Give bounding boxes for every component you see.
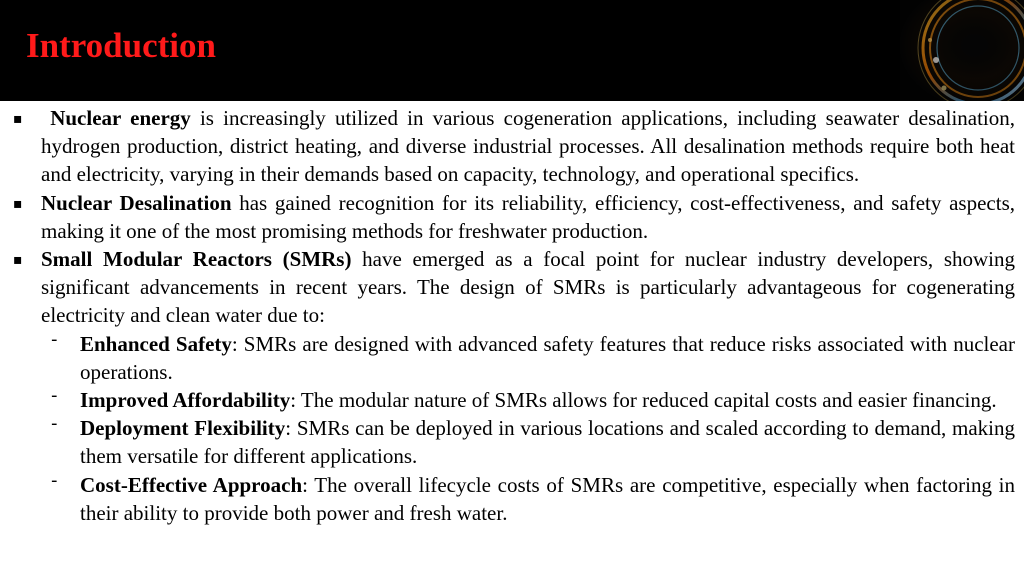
bullet-heading: Nuclear Desalination — [41, 190, 232, 215]
bullet-heading: Nuclear energy — [50, 106, 191, 130]
slide-header — [0, 0, 1024, 101]
dash-bullet-icon: - — [51, 328, 58, 350]
bullet-item — [0, 189, 1024, 245]
sub-bullet-item — [0, 414, 1024, 470]
sub-bullet-heading: Deployment Flexibility — [80, 416, 286, 441]
sub-bullet-text: : The modular nature of SMRs allows for reduced capital costs and easier financing. — [290, 388, 997, 413]
dash-bullet-icon: - — [51, 413, 58, 435]
bullet-text: have emerged as a focal point for nuclear industry developers, showing significant advancements in recent years. The design of SMRs is particularly advantageous for cogenerating electricity and clean water due to: — [41, 247, 1015, 328]
sub-bullet-text: : The overall lifecycle costs of SMRs are competitive, especially when factoring in their ability to provide both power and fresh water. — [80, 472, 1016, 525]
slide-title: Introduction — [26, 26, 216, 65]
square-bullet-icon: ▪ — [13, 195, 23, 212]
sub-bullet-heading: Cost-Effective Approach — [80, 472, 303, 497]
sub-bullet-item — [0, 386, 1024, 414]
sub-bullet-text: : SMRs can be deployed in various locations and scaled according to demand, making them versatile for different applications. — [80, 416, 1015, 469]
bullet-item — [0, 245, 1024, 330]
bullet-text: is increasingly utilized in various cogeneration applications, including seawater desalination, hydrogen production, district heating, and diverse industrial processes. All desalination methods require both heat and electricity, varying in their demands based on capacity, technology, and operational specifics. — [41, 106, 1016, 187]
bullet-item — [0, 104, 1024, 189]
dash-bullet-icon: - — [51, 385, 58, 407]
square-bullet-icon: ▪ — [13, 111, 23, 127]
sub-bullet-heading: Improved Affordability — [80, 388, 291, 413]
glowing-ring-image — [900, 0, 1024, 101]
bullet-text: has gained recognition for its reliability, efficiency, cost-effectiveness, and safety aspects, making it one of the most promising methods for freshwater production. — [41, 190, 1015, 243]
sub-bullet-item — [0, 330, 1024, 386]
slide-body — [0, 104, 1024, 575]
sub-bullet-text: : SMRs are designed with advanced safety features that reduce risks associated with nuclear operations. — [80, 331, 1015, 384]
dash-bullet-icon: - — [51, 469, 58, 491]
sub-bullet-item — [0, 471, 1024, 527]
bullet-heading: Small Modular Reactors (SMRs) — [41, 247, 352, 272]
sub-bullet-heading: Enhanced Safety — [80, 331, 232, 356]
square-bullet-icon: ▪ — [13, 252, 23, 269]
